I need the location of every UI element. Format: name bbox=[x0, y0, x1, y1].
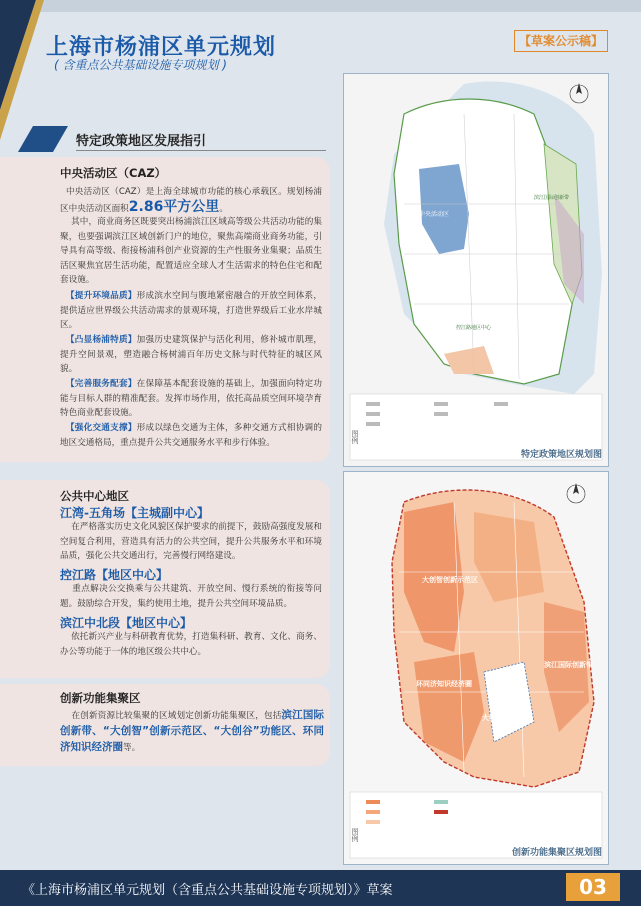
caz-para-3-text: 形成滨水空间与腹地紧密融合的开放空间体系，提供适应世界级公共活动需求的景观环境，打造世界级后工业水岸城区。 bbox=[60, 291, 322, 330]
center-2-body: 重点解决公交换乘与公共建筑、开放空间、慢行系统的衔接等问题。鼓励综合开发，集约使用土地，提升公共空间环境品质。 bbox=[60, 584, 322, 609]
heading-bar-decoration bbox=[18, 126, 68, 152]
caz-intro-text: 中央活动区（CAZ）是上海全球城市功能的核心承载区。规划杨浦区中央活动区面积 bbox=[60, 187, 322, 214]
map2-label-3: 大创谷功能区 bbox=[482, 714, 524, 722]
caz-para-5 bbox=[60, 377, 322, 421]
page-number: 03 bbox=[566, 873, 620, 901]
caz-para-4-text: 加强历史建筑保护与活化利用，修补城市肌理，提升空间景观，塑造融合杨树浦百年历史文脉与时代特征的城区风貌。 bbox=[60, 335, 322, 374]
policy-area-map bbox=[343, 73, 609, 467]
caz-para-2 bbox=[60, 215, 322, 288]
center-3-title: 滨江中北段【地区中心】 bbox=[60, 616, 193, 630]
caz-area: 2.86平方公里 bbox=[128, 198, 220, 215]
heading-underline bbox=[76, 150, 326, 151]
center-3-body: 依托新兴产业与科研教育优势，打造集科研、教育、文化、商务、办公等功能于一体的地区级公共中心。 bbox=[60, 632, 322, 657]
innovation-text-end: 等。 bbox=[123, 743, 141, 753]
caz-intro-end: 。 bbox=[219, 203, 228, 214]
caz-intro bbox=[60, 185, 322, 216]
section-heading-text: 特定政策地区发展指引 bbox=[76, 134, 207, 149]
policy-area-map-graphic bbox=[344, 74, 608, 466]
innovation-area-map-graphic bbox=[344, 472, 608, 864]
caz-para-3 bbox=[60, 289, 322, 333]
page-subtitle: ( 含重点公共基础设施专项规划 ) bbox=[54, 58, 227, 72]
draft-badge: 【草案公示稿】 bbox=[514, 30, 608, 52]
corner-decoration bbox=[0, 0, 60, 140]
center-2-title: 控江路【地区中心】 bbox=[60, 568, 169, 582]
innovation-heading: 创新功能集聚区 bbox=[60, 691, 141, 705]
innovation-text-intro: 在创新资源比较集聚的区域划定创新功能集聚区，包括 bbox=[71, 711, 282, 721]
innovation-areas: 滨江国际创新带、“大创智”创新示范区、“大创谷”功能区、环同济知识经济圈 bbox=[60, 709, 324, 753]
caz-para-3-keyword: 【提升环境品质】 bbox=[65, 291, 137, 301]
caz-para-6-keyword: 【强化交通支撑】 bbox=[65, 423, 137, 433]
map2-legend-label: 图例 bbox=[351, 828, 359, 842]
innovation-area-map bbox=[343, 471, 609, 865]
public-center-heading: 公共中心地区 bbox=[60, 489, 129, 503]
footer-title: 《上海市杨浦区单元规划（含重点公共基础设施专项规划）》草案 bbox=[22, 883, 393, 898]
caz-para-5-keyword: 【完善服务配套】 bbox=[65, 379, 137, 389]
caz-para-2-text: 其中，商业商务区既要突出杨浦滨江区域高等级公共活动功能的集聚，也要强调滨江区域创新门户的地位，聚焦高端商业商务功能，引导具有高等级、衔接杨浦科创产业资源的生产性服务业集聚；品质生活区聚焦宜居生活功能，配置适应全球人才生活需求的特色住宅和配套设施。 bbox=[60, 217, 322, 285]
innovation-panel bbox=[0, 684, 330, 766]
caz-para-6 bbox=[60, 421, 322, 450]
section-heading bbox=[18, 126, 318, 152]
top-stripe bbox=[0, 0, 641, 12]
caz-panel bbox=[0, 157, 330, 462]
map2-caption: 创新功能集聚区规划图 bbox=[511, 848, 602, 858]
caz-para-5-text: 在保障基本配套设施的基础上，加强面向特定功能与目标人群的精准配套。发挥市场作用，依托高品质空间环境孕育特色商业配套设施。 bbox=[60, 379, 322, 418]
map2-label-4: 滨江国际创新带 bbox=[544, 661, 593, 669]
map1-label-3: 控江路地区中心 bbox=[456, 325, 492, 331]
center-1-title: 江湾-五角场【主城副中心】 bbox=[60, 506, 209, 520]
map2-label-1: 大创智创新示范区 bbox=[422, 576, 478, 584]
caz-para-6-text: 形成以绿色交通为主体，多种交通方式相协调的地区交通格局，重点提升公共交通服务水平和步行体验。 bbox=[60, 423, 322, 448]
innovation-text bbox=[60, 708, 324, 756]
public-center-panel bbox=[0, 480, 330, 678]
center-2-text bbox=[60, 582, 322, 611]
caz-heading: 中央活动区（CAZ） bbox=[60, 166, 167, 180]
map1-legend-label: 图例 bbox=[351, 430, 359, 444]
center-3-text bbox=[60, 630, 322, 659]
map1-caption: 特定政策地区规划图 bbox=[520, 450, 602, 460]
map1-label-1: 中央活动区 bbox=[419, 211, 450, 218]
map1-label-2: 滨江国际创新带 bbox=[534, 195, 570, 201]
caz-para-4-keyword: 【凸显杨浦特质】 bbox=[65, 335, 137, 345]
caz-para-4 bbox=[60, 333, 322, 377]
center-1-body: 在严格落实历史文化风貌区保护要求的前提下，鼓励高强度发展和空间复合利用，营造具有活力的公共空间，提升公共服务水平和环境品质，强化公共交通出行，完善慢行网络建设。 bbox=[60, 522, 322, 561]
map2-label-2: 环同济知识经济圈 bbox=[416, 680, 472, 688]
center-1-text bbox=[60, 520, 322, 564]
page-title: 上海市杨浦区单元规划 bbox=[46, 35, 277, 60]
